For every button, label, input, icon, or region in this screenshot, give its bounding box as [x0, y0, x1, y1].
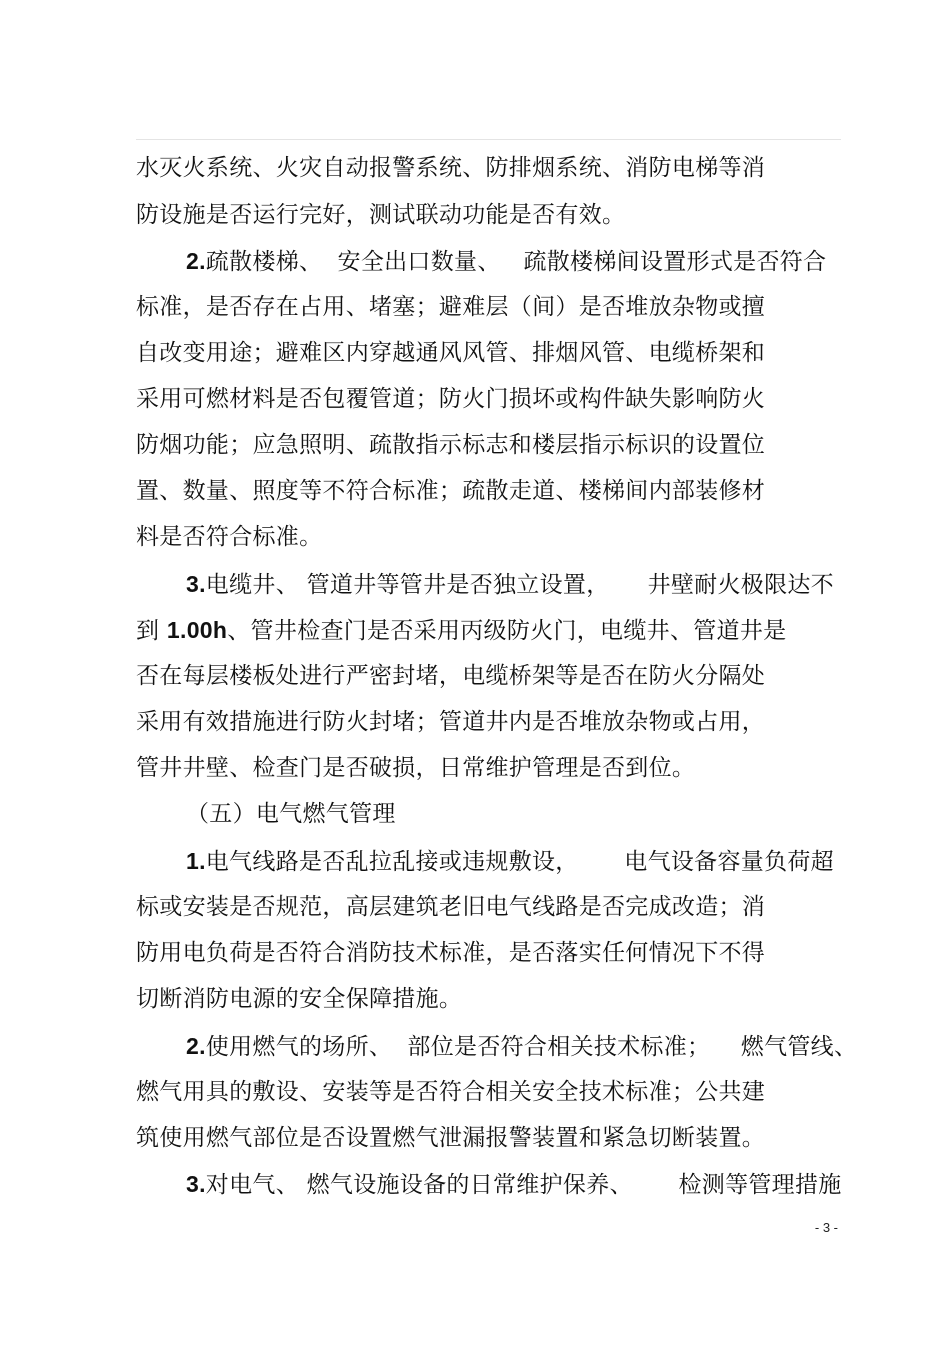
- text-line: 防用电负荷是否符合消防技术标准，是否落实任何情况下不得: [136, 940, 766, 966]
- item-number: 2.: [186, 1033, 206, 1059]
- text-run: 疏散楼梯、 安全出口数量、 疏散楼梯间设置形式是否符合: [205, 249, 827, 275]
- item-number: 1.: [186, 848, 206, 874]
- text-run: 、管井检查门是否采用丙级防火门，电缆井、管道井是: [227, 618, 787, 644]
- page-number: - 3 -: [814, 1220, 838, 1235]
- text-line: [186, 246, 826, 277]
- text-line: [186, 569, 834, 600]
- text-line: [186, 1169, 842, 1200]
- item-number: 3.: [186, 571, 206, 597]
- item-number: 2.: [186, 248, 206, 274]
- text-line: 料是否符合标准。: [136, 524, 323, 550]
- text-run: 1.00h: [166, 617, 228, 643]
- text-line: 采用有效措施进行防火封堵；管道井内是否堆放杂物或占用，: [136, 709, 766, 735]
- text-line: 否在每层楼板处进行严密封堵，电缆桥架等是否在防火分隔处: [136, 663, 766, 689]
- text-line: 置、数量、照度等不符合标准；疏散走道、楼梯间内部装修材: [136, 478, 766, 504]
- text-line: [186, 1031, 857, 1062]
- text-line: 切断消防电源的安全保障措施。: [136, 986, 463, 1012]
- text-line: 标或安装是否规范，高层建筑老旧电气线路是否完成改造；消: [136, 894, 766, 920]
- text-run: 对电气、 燃气设施设备的日常维护保养、 检测等管理措施: [205, 1172, 842, 1198]
- text-run: 电缆井、 管道井等管井是否独立设置， 井壁耐火极限达不: [205, 572, 834, 598]
- text-line: 采用可燃材料是否包覆管道；防火门损坏或构件缺失影响防火: [136, 386, 766, 412]
- section-heading: （五）电气燃气管理: [186, 801, 396, 827]
- text-run: 电气线路是否乱拉乱接或违规敷设， 电气设备容量负荷超: [205, 849, 834, 875]
- text-line: 管井井壁、检查门是否破损，日常维护管理是否到位。: [136, 755, 696, 781]
- text-line: 防烟功能；应急照明、疏散指示标志和楼层指示标识的设置位: [136, 432, 766, 458]
- text-line: 防设施是否运行完好，测试联动功能是否有效。: [136, 202, 626, 228]
- text-line: 燃气用具的敷设、安装等是否符合相关安全技术标准；公共建: [136, 1079, 766, 1105]
- text-line: [136, 615, 786, 646]
- text-line: 标准，是否存在占用、堵塞；避难层（间）是否堆放杂物或擅: [136, 294, 766, 320]
- text-line: 水灭火系统、火灾自动报警系统、防排烟系统、消防电梯等消: [136, 155, 766, 181]
- text-line: 筑使用燃气部位是否设置燃气泄漏报警装置和紧急切断装置。: [136, 1125, 766, 1151]
- text-line: 自改变用途；避难区内穿越通风风管、排烟风管、电缆桥架和: [136, 340, 766, 366]
- item-number: 3.: [186, 1171, 206, 1197]
- text-line: [186, 846, 834, 877]
- text-run: 到: [136, 618, 167, 644]
- text-run: 使用燃气的场所、 部位是否符合相关技术标准； 燃气管线、: [205, 1034, 858, 1060]
- header-rule: [136, 139, 841, 140]
